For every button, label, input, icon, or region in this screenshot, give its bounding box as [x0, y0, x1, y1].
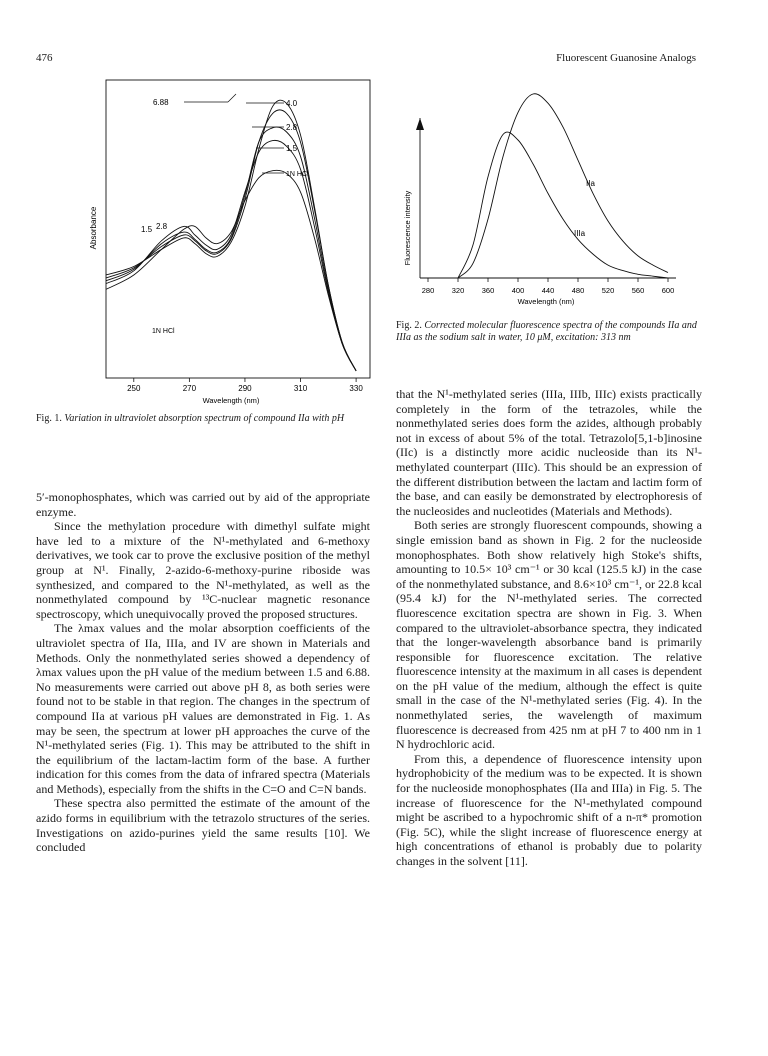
fig2-caption: [396, 320, 702, 344]
fig2-y-arrow: [416, 118, 424, 130]
paragraph: The λmax values and the molar absorption coefficients of the ultraviolet spectra of IIa, IIIa, and IV are shown in Materials and Methods. Only the nonmethylated series showed a dependency of λmax values upon the pH value of the medium between 1.5 and 6.88. No measurements were carried out above pH 8, as both series were found not to be stable in that region. The changes in the spectrum of compound IIa at various pH values are demonstrated in Fig. 1. As may be seen, the spectrum at lower pH approaches the curve of the N¹-methylated series (Fig. 1). This may be attributed to the shift in the equilibrium of the lactam-lactim form of the base. A further indication for this comes from the data of infrared spectra (Materials and Methods), especially from the shifts in the C=O and C=N bands.: [36, 621, 370, 796]
fig1-caption: [36, 413, 370, 425]
fig2-x-tick-label: 520: [601, 286, 615, 295]
curve-label-iiia: IIIa: [574, 229, 586, 238]
fig1-x-tick-label: 290: [238, 384, 252, 393]
paragraph: 5′-monophosphates, which was carried out by aid of the appropriate enzyme.: [36, 490, 370, 519]
fig2-series-line: [458, 132, 668, 278]
fig1-series-line: [106, 170, 356, 371]
left-column: [36, 490, 370, 855]
running-title: Fluorescent Guanosine Analogs: [556, 52, 696, 64]
fig1-ylabel: Absorbance: [89, 206, 98, 250]
fig1-xlabel: Wavelength (nm): [202, 396, 260, 405]
fig2-x-tick-label: 320: [451, 286, 465, 295]
figure-1-uv-absorption: [86, 78, 376, 410]
annotation-2-8: 2.8: [286, 123, 298, 132]
fig2-series-line: [458, 94, 668, 278]
fig2-caption-text: Corrected molecular fluorescence spectra of the compounds IIa and IIIa as the sodium salt in water, 10 μM, excitation: 313 nm: [396, 320, 697, 343]
fig1-caption-label: Fig. 1.: [36, 413, 62, 424]
fig1-series-line: [106, 127, 356, 371]
paragraph: Since the methylation procedure with dimethyl sulfate might have led to a mixture of the N¹-methylated and 6-methoxy derivatives, we took car to prove the exclusive position of the methyl group at N¹. Finally, 2-azido-6-methoxy-purine riboside was synthesized, and compared to the N¹-methylated, as well as the nonmethylated compound by ¹³C-nuclear magnetic resonance spectroscopy, which unequivocally proved the proposed structures.: [36, 519, 370, 621]
annotation-6-88: 6.88: [153, 98, 169, 107]
right-column: [396, 387, 702, 869]
fig1-x-tick-label: 250: [127, 384, 141, 393]
fig2-x-tick-label: 560: [631, 286, 645, 295]
paragraph: These spectra also permitted the estimate of the amount of the azido forms in equilibrium with the tetrazolo structures of the series. Investigations on azido-purines yield the same results [10]. We concluded: [36, 796, 370, 855]
fig1-x-tick-label: 270: [182, 384, 197, 393]
annotation-2-8-low: 2.8: [156, 222, 168, 231]
annotation-1n-hcl-bottom: 1N HCl: [152, 328, 175, 335]
fig2-x-tick-label: 600: [661, 286, 675, 295]
fig2-x-tick-label: 440: [541, 286, 555, 295]
fig1-x-tick-label: 330: [349, 384, 363, 393]
fig2-x-tick-label: 280: [421, 286, 435, 295]
figure-2-fluorescence: [396, 78, 696, 308]
annotation-1n-hcl-top: 1N HCl: [286, 171, 309, 178]
annotation-1-5-low: 1.5: [141, 225, 153, 234]
annotation-1-5: 1.5: [286, 144, 298, 153]
fig1-caption-text: Variation in ultraviolet absorption spectrum of compound IIa with pH: [64, 413, 345, 424]
fig2-xlabel: Wavelength (nm): [517, 297, 575, 306]
fig1-x-tick-label: 310: [293, 384, 308, 393]
annotation-4-0: 4.0: [286, 99, 298, 108]
paragraph: Both series are strongly fluorescent compounds, showing a single emission band as shown in Fig. 2 for the nucleoside monophosphates. Both show relatively high Stoke's shifts, amounting to 10.5× 10³ cm⁻¹ or 30 kcal (125.5 kJ) in the case of the nonmethylated substance, and 8.6×10³ cm⁻¹, or 22.8 kcal (95.4 kJ) for the N¹-methylated series. The corrected fluorescence excitation spectra are shown in Fig. 3. When compared to the ultraviolet-absorbance spectra, they indicated that the longer-wavelength absorbance band is primarily responsible for fluorescence excitation. The relative fluorescence intensity at the maximum in all cases is dependent on the pH value of the medium, although the effect is quite small in the case of the N¹-methylated series (Fig. 4). In the nonmethylated series, the wavelength of maximum fluorescence is decreased from 425 nm at pH 7 to 400 nm in 1 N hydrochloric acid.: [396, 518, 702, 752]
fig2-x-tick-label: 360: [481, 286, 495, 295]
fig2-x-tick-label: 480: [571, 286, 585, 295]
curve-label-iia: IIa: [586, 179, 595, 188]
page-number: 476: [36, 52, 53, 64]
paragraph: From this, a dependence of fluorescence intensity upon hydrophobicity of the medium was to be expected. It is shown for the nucleoside monophosphates (IIa and IIIa) in Fig. 5. The increase of fluorescence for the N¹-methylated compound might be ascribed to a hypochromic shift of a n-π* promotion (Fig. 5C), while the slight increase of fluorescence energy at high concentrations of ethanol is probably due to polarity changes in the solvent [11].: [396, 751, 702, 868]
fig2-ylabel: Fluorescence intensity: [403, 190, 412, 266]
fig2-caption-label: Fig. 2.: [396, 320, 422, 331]
paragraph: that the N¹-methylated series (IIIa, IIIb, IIIc) exists practically completely in the form of the tetrazoles, while the nonmethylated series does form the azides, although probably not in excess of about 5% of the total. Tetrazolo[5,1-b]inosine (IIc) is a distinctly more acidic nucleoside than its N¹-methylated counterpart (IIIc). This should be an expression of the different distribution between the lactam and lactim form of the base, and can easily be demonstrated by electrophoresis of the nucleosides and nucleotides (Materials and Methods).: [396, 387, 702, 518]
fig2-x-tick-label: 400: [511, 286, 525, 295]
